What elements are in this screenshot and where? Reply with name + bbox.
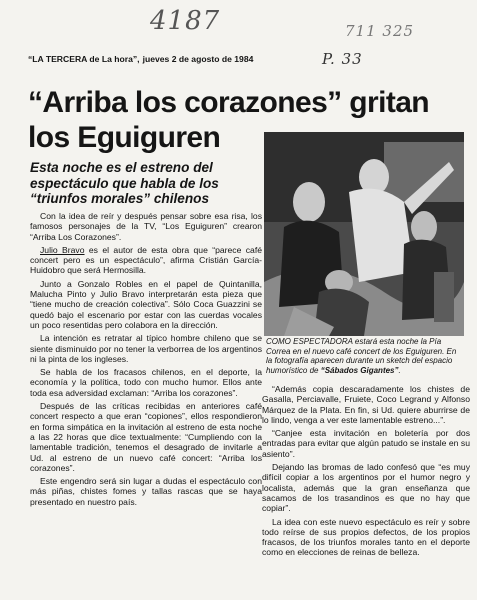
subheadline [30,160,260,207]
article-column-right [262,384,470,561]
article-paragraph [30,333,262,364]
paragraph-text: Con la idea de reír y después pensar sobre esa risa, los famosos personajes de la TV, “Los Eguiguren” crearon “Arriba Los Corazones”. [30,211,262,242]
paragraph-text: Junto a Gonzalo Robles en el papel de Quintanilla, Malucha Pinto y Julio Bravo interpretarán esta pieza que “tiene mucho de creación colectiva”. Sólo Coca Guazzini se quedó bajo el escenario por estar con las cuerdas vocales un poco resentidas pero colabora en la dirección. [30,278,262,330]
subhead-line: espectáculo que habla de los [30,175,219,191]
headline-line: los Eguiguren [28,121,221,154]
headline-line: “Arriba los corazones” gritan [28,86,430,119]
paragraph-text: Se habla de los fracasos chilenos, en el deporte, la economía y la política, todo con mucho humor. Ellos ante toda esa adversidad exclaman: “Arriba los corazones”. [30,367,262,398]
photo-illustration [264,132,464,336]
subhead-line: “triunfos morales” chilenos [30,191,210,206]
publication-date: jueves 2 de agosto de 1984 [142,54,254,64]
caption-end: . [398,365,401,375]
article-paragraph [30,367,262,398]
author-name: Julio Bravo [40,244,85,255]
article-paragraph: “Canjee esta invitación en boletería por dos entradas para evitar que algún patudo se instale en su asiento”. [262,428,470,459]
publication-name: “LA TERCERA de La hora”, [28,54,140,64]
article-paragraph: Dejando las bromas de lado confesó que “es muy difícil copiar a los argentinos por el humor negro y localista, además que la gran enseñanza que sacamos de los trasandinos es que no hay que copiar”. [262,462,470,514]
paragraph-text: Este engendro será sin lugar a dudas el espectáculo con más piñas, chistes fomes y tallas rascas que se haya presentado en nuestro país. [30,476,262,507]
paragraph-text: Después de las críticas recibidas en anteriores café concert respecto a que eran “copiones”, ellos respondieron en forma simpática en la invitación al estreno de esta noche a las 22 horas que dice textualmente: “Cumpliendo con la lamentable tradición, tenemos el desagrado de invitarle a Ud. al estreno de un nuevo café concert: “Arriba los corazones”. [30,401,262,473]
handwritten-reference: 711 325 [345,22,415,40]
caption-text: estará esta noche la Pía Correa en el nuevo café concert de los Eguiguren. En la fotografía aparecen durante un sketch del espacio humorístico de [266,337,457,375]
caption-lead: COMO ESPECTADORA [266,337,353,346]
photo-caption [266,337,464,375]
paragraph-text: La intención es retratar al típico hombre chileno que se siente disminuido por no tener la verborrea de los argentinos ni la pinta de los ingleses. [30,333,262,364]
handwritten-archive-number: 4187 [150,6,221,36]
publication-header [28,54,278,64]
article-column-left [30,211,262,510]
article-paragraph [30,211,262,242]
article-paragraph [30,279,262,330]
caption-program: “Sábados Gigantes” [320,365,399,375]
article-paragraph [30,476,262,507]
subhead-line: Esta noche es el estreno del [30,160,213,175]
article-photo [264,132,464,336]
article-paragraph: La idea con este nuevo espectáculo es reír y sobre todo reírse de sus propios defectos, de los propios fracasos, de los triunfos morales tanto en el deporte como en elecciones de reinas de belleza. [262,516,470,558]
article-paragraph [30,245,262,276]
article-paragraph: “Además copia descaradamente los chistes de Gasalla, Perciavalle, Fruiete, Coco Legrand y Alfonso Márquez de la Plata. En fin, si Ud. quiere aburrirse de lo lindo, venga a ver este lamentable estreno...”. [262,384,470,425]
article-paragraph [30,401,262,473]
handwritten-page-number: P. 33 [322,50,363,68]
paragraph-text: es el autor de esta obra que “parece café concert pero es un espectáculo”, afirma Cristián García-Huidobro que será Hermosilla. [30,244,262,276]
